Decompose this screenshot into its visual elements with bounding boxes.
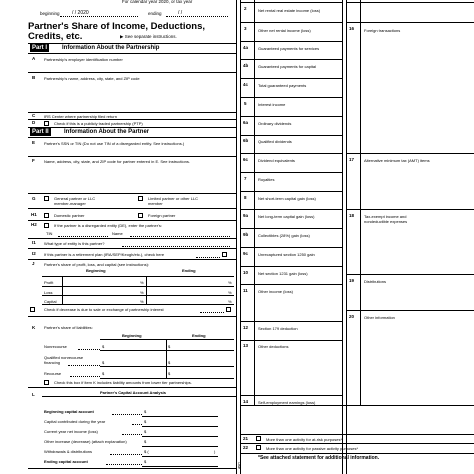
h2-name-field[interactable]	[130, 236, 230, 237]
line-20-label: Other information	[364, 315, 395, 320]
qual-nonrecourse-ending-field[interactable]	[174, 357, 232, 365]
k-label: Partner's share of liabilities:	[44, 325, 93, 330]
j-profit-label: Profit	[44, 280, 54, 285]
l-beginning-capital-label: Beginning capital account	[44, 409, 94, 414]
line-4b-label: Guaranteed payments for capital	[258, 64, 317, 69]
line-f-label: Name, address, city, state, and ZIP code for partner entered in E. See instructions.	[44, 159, 190, 164]
other-increase-field[interactable]	[150, 438, 216, 446]
ending-capital-field[interactable]	[150, 458, 216, 466]
qual-nonrecourse-beginning-field[interactable]	[108, 357, 164, 365]
general-partner-checkbox[interactable]	[44, 196, 49, 201]
capital-beginning-field[interactable]	[64, 296, 144, 303]
h2-tin-field[interactable]	[58, 236, 108, 237]
recourse-beginning-field[interactable]	[108, 368, 164, 377]
line-19-label: Distributions	[364, 279, 387, 284]
line-8-label: Net short-term capital gain (loss)	[258, 196, 316, 201]
ending-label: ending	[148, 11, 162, 16]
line-17-label: Alternative minimum tax (AMT) items	[364, 158, 430, 163]
j-loss-label: Loss	[44, 290, 53, 295]
lower-tier-checkbox[interactable]	[44, 380, 49, 385]
loss-ending-field[interactable]	[148, 287, 226, 294]
beginning-label: beginning	[40, 11, 60, 16]
line-5-label: Interest income	[258, 102, 286, 107]
entity-type-field[interactable]	[122, 246, 230, 247]
form-title-line2: Credits, etc.	[28, 31, 83, 42]
line-18-label: Tax-exempt income and	[364, 214, 407, 219]
g2b-label: member	[148, 201, 163, 206]
i2-label: If this partner is a retirement plan (IRA/SEP/Keogh/etc.), check here	[44, 252, 165, 257]
g1-label: General partner or LLC	[54, 196, 96, 201]
line-6c-label: Dividend equivalents	[258, 158, 295, 163]
line-c-label: IRS Center where partnership filed return	[44, 114, 117, 119]
retirement-plan-checkbox[interactable]	[222, 252, 227, 257]
l-other-increase-label: Other increase (decrease) (attach explanation)	[44, 439, 127, 444]
ptp-checkbox[interactable]	[44, 121, 49, 126]
net-income-field[interactable]	[150, 428, 216, 436]
profit-beginning-field[interactable]	[64, 277, 144, 285]
line-14-label: Self-employment earnings (loss)	[258, 400, 316, 405]
line-6a-label: Ordinary dividends	[258, 121, 292, 126]
line-b-label: Partnership's name, address, city, state, and ZIP code	[44, 76, 140, 81]
k-qual-nonrecourse-label: Qualified nonrecourse	[44, 355, 84, 360]
partner-name-address-field[interactable]	[44, 165, 234, 191]
k1-form-page: For calendar year 2020, or tax year beginning / / 2020 ending / / Partner's Share of Income, Deductions, Credits, etc. ▶ See separate instructions. Part I Information About the Partnership A Partnership's employer identification number B Partnership's name, address, city, state, and ZIP code C IRS Center where partnership filed return D Check if this is a publicly traded partnership (PTP) Part II Information About the Partner E Partner's SSN or TIN (Do not use TIN of a disregarded entity. See instructions.) F Name, address, city, state, and ZIP code for partner entered in E. See instructions. G General partner or LLC member-manager Limited partner or other LLC member H1 Domestic partner Foreign partner H2 If the partner is a disregarded entity (DE), enter the partner's: TIN Name I1 What type of entity is this partner? I2 If this partner is a retirement plan (IRA/SEP/Keogh/etc.), check here J Partner's share of profit, loss, and capital (see instructions): Beginning Ending Profit % % Loss % % Capital % % Check if decrease is due to sale or exchange of partnership interest K Partner's share of liabilities: Beginning Ending Nonrecourse $ $ Qualified nonrecourse financing $ $ Recourse $ $ Check this box if item K includes liability amounts from lower tier partnerships. L Partner's Capital Account Analysis Beginning capital account $ Capital contributed during the year $ Current year net income (loss) $ Other increase (decrease) (attach explanation) $ Withdrawals & distributions $ ( ) Ending capital account $ 2 Net rental real estate income (loss) 3 Other net rental income (loss) 16 Foreign transactions 4a Guaranteed payments for services 4b Guaranteed payments for capital 4c Total guaranteed payments 5 Interest income 6a Ordinary dividends 6b Qualified dividends 6c Dividend equivalents 17 Alternative minimum tax (AMT) items 7 Royalties 8 Net short-term capital gain (loss) 9a Net long-term capital gain (loss) 18 Tax-exempt income and nondeductible expenses 9b Collectibles (28%) gain (loss) 9c Unrecaptured section 1250 gain 10 Net section 1231 gain (loss) 19 Distributions 11 Other income (loss) 20 Other information 12 Section 179 deduction 13 Other deductions 14 Self-employment earnings (loss) 21 More than one activity for at-risk purposes* 22 More than one activity for passive activity purposes* *See attached statement for additional information. Use	[0, 0, 474, 474]
partner-ssn-field[interactable]	[44, 147, 234, 155]
profit-ending-field[interactable]	[148, 277, 226, 285]
side-use-text: Use	[237, 462, 242, 470]
see-attached-note: *See attached statement for additional information.	[258, 455, 380, 461]
line-d-label: Check if this is a publicly traded partnership (PTP)	[54, 121, 143, 126]
beginning-date-field[interactable]: / / 2020	[72, 10, 89, 16]
instructions-note: ▶ See separate instructions.	[120, 34, 177, 39]
line-4c-label: Total guaranteed payments	[258, 83, 307, 88]
disregarded-entity-checkbox[interactable]	[44, 223, 49, 228]
j-capital-label: Capital	[44, 299, 57, 304]
line-10-label: Net section 1231 gain (loss)	[258, 271, 308, 276]
beginning-capital-field[interactable]	[150, 408, 216, 416]
i1-label: What type of entity is this partner?	[44, 241, 105, 246]
h2-name-label: Name	[112, 231, 123, 236]
j-label: Partner's share of profit, loss, and capital (see instructions):	[44, 262, 150, 267]
line-9b-label: Collectibles (28%) gain (loss)	[258, 233, 310, 238]
line-4a-label: Guaranteed payments for services	[258, 46, 320, 51]
line-22-label: More than one activity for passive activity purposes*	[266, 446, 359, 451]
nonrecourse-ending-field[interactable]	[174, 341, 232, 349]
l-title: Partner's Capital Account Analysis	[100, 390, 167, 395]
line-21-label: More than one activity for at-risk purposes*	[266, 437, 343, 442]
ein-field[interactable]	[44, 63, 234, 71]
instructions-text: See separate instructions.	[124, 34, 177, 39]
line-3-label: Other net rental income (loss)	[258, 28, 311, 33]
h2-tin-label: TIN	[46, 231, 53, 236]
passive-activity-checkbox[interactable]	[256, 445, 261, 450]
j-check-label: Check if decrease is due to sale or exchange of partnership interest	[44, 307, 164, 312]
capital-ending-field[interactable]	[148, 296, 226, 303]
line-12-label: Section 179 deduction	[258, 326, 298, 331]
j-beginning-header: Beginning	[86, 268, 106, 273]
line-11-label: Other income (loss)	[258, 289, 293, 294]
g1b-label: member-manager	[54, 201, 86, 206]
line-2-label: Net rental real estate income (loss)	[258, 8, 321, 13]
part1-tag: Part I	[32, 45, 48, 51]
l-net-income-label: Current year net income (loss)	[44, 429, 98, 434]
foreign-partner-checkbox[interactable]	[138, 213, 143, 218]
nonrecourse-beginning-field[interactable]	[108, 341, 164, 349]
capital-contributed-field[interactable]	[150, 418, 216, 426]
loss-beginning-field[interactable]	[64, 287, 144, 294]
line-9a-label: Net long-term capital gain (loss)	[258, 214, 315, 219]
h1b-label: Foreign partner	[148, 213, 176, 218]
l-withdrawals-label: Withdrawals & distributions	[44, 449, 93, 454]
line-e-label: Partner's SSN or TIN (Do not use TIN of a disregarded entity. See instructions.)	[44, 141, 185, 146]
line-18-label2: nondeductible expenses	[364, 219, 408, 224]
k-ending-header: Ending	[192, 333, 206, 338]
part2-tag: Part II	[32, 129, 49, 135]
line-9c-label: Unrecaptured section 1250 gain	[258, 252, 315, 257]
decrease-sale-checkbox-right[interactable]	[226, 307, 231, 312]
k-nonrecourse-label: Nonrecourse	[44, 344, 67, 349]
form-title-line1: Partner's Share of Income, Deductions,	[28, 21, 205, 32]
h2-label: If the partner is a disregarded entity (DE), enter the partner's:	[54, 223, 162, 228]
decrease-sale-checkbox[interactable]	[30, 307, 35, 312]
l-ending-capital-label: Ending capital account	[44, 459, 88, 464]
ending-date-field[interactable]: / /	[178, 10, 183, 16]
partnership-name-address-field[interactable]	[44, 82, 234, 110]
h1a-label: Domestic partner	[54, 213, 85, 218]
line-6b-label: Qualified dividends	[258, 139, 292, 144]
limited-partner-checkbox[interactable]	[138, 196, 143, 201]
j-ending-header: Ending	[182, 268, 196, 273]
line-7-label: Royalties	[258, 177, 275, 182]
calendar-year-text: For calendar year 2020, or tax year	[122, 0, 193, 4]
recourse-ending-field[interactable]	[174, 368, 232, 377]
at-risk-checkbox[interactable]	[256, 436, 261, 441]
g2-label: Limited partner or other LLC	[148, 196, 199, 201]
line-a-label: Partnership's employer identification number	[44, 57, 123, 62]
k-financing-label: financing	[44, 360, 61, 365]
line-16-label: Foreign transactions	[364, 28, 401, 33]
line-13-label: Other deductions	[258, 344, 289, 349]
k-recourse-label: Recourse	[44, 371, 62, 376]
l-contributed-label: Capital contributed during the year	[44, 419, 106, 424]
k-beginning-header: Beginning	[122, 333, 142, 338]
withdrawals-field[interactable]	[150, 448, 212, 456]
part1-title: Information About the Partnership	[62, 45, 160, 51]
k-check-label: Check this box if item K includes liability amounts from lower tier partnerships.	[54, 380, 192, 385]
domestic-partner-checkbox[interactable]	[44, 213, 49, 218]
part2-title: Information About the Partner	[64, 129, 150, 135]
